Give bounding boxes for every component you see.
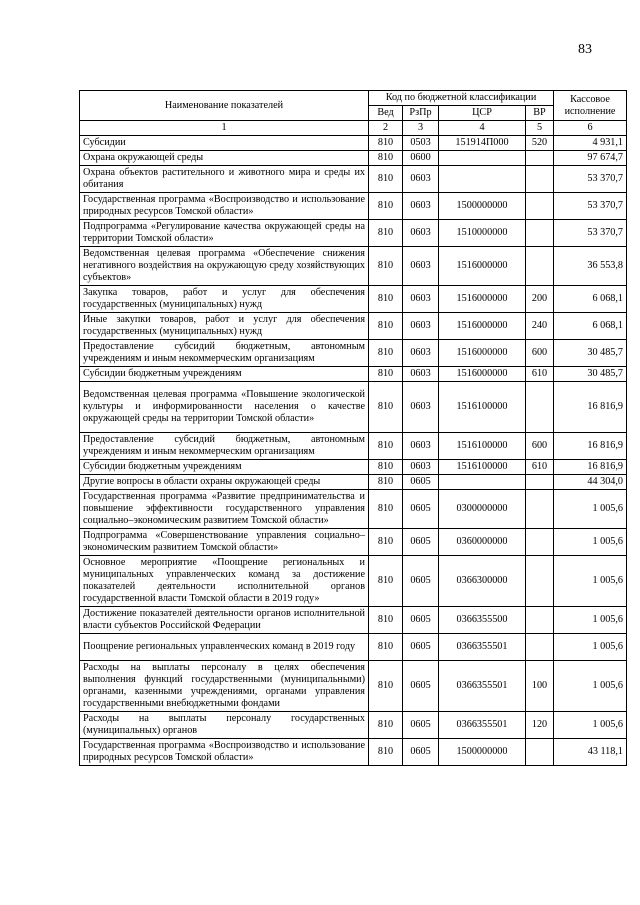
row-csr	[439, 475, 526, 490]
row-name: Государственная программа «Развитие предпринимательства и повышение эффективности государственного управления социально–экономическим развитием Томской области»	[80, 490, 369, 529]
row-name: Достижение показателей деятельности органов исполнительной власти субъектов Российской Федерации	[80, 607, 369, 634]
row-rzpr: 0605	[403, 490, 439, 529]
row-name: Расходы на выплаты персоналу в целях обеспечения выполнения функций государственными (муниципальными) органами, казенными учреждениями, органами управления государственными внебюджетными фондами	[80, 661, 369, 712]
row-csr: 1516100000	[439, 460, 526, 475]
row-rzpr: 0605	[403, 475, 439, 490]
row-ved: 810	[369, 382, 403, 433]
row-name: Охрана окружающей среды	[80, 151, 369, 166]
table-row	[80, 382, 627, 433]
table-row	[80, 193, 627, 220]
page-number: 83	[578, 42, 592, 57]
row-ved: 810	[369, 220, 403, 247]
row-name: Предоставление субсидий бюджетным, автономным учреждениям и иным некоммерческим организациям	[80, 433, 369, 460]
row-csr: 0366355500	[439, 607, 526, 634]
row-name: Расходы на выплаты персоналу государственных (муниципальных) органов	[80, 712, 369, 739]
row-rzpr: 0603	[403, 313, 439, 340]
row-amount: 36 553,8	[554, 247, 627, 286]
row-csr	[439, 166, 526, 193]
row-vr: 610	[526, 367, 554, 382]
row-vr	[526, 166, 554, 193]
row-ved: 810	[369, 313, 403, 340]
column-number: 6	[554, 121, 627, 136]
row-ved: 810	[369, 193, 403, 220]
row-amount: 53 370,7	[554, 166, 627, 193]
column-number: 2	[369, 121, 403, 136]
row-name: Основное мероприятие «Поощрение региональных и муниципальных управленческих команд за достижение показателей деятельности исполнительной органов государственной власти Томской области в 2019 году»	[80, 556, 369, 607]
table-row	[80, 460, 627, 475]
row-csr: 1516000000	[439, 313, 526, 340]
row-vr: 100	[526, 661, 554, 712]
row-amount: 30 485,7	[554, 340, 627, 367]
row-rzpr: 0605	[403, 529, 439, 556]
row-vr: 600	[526, 340, 554, 367]
row-rzpr: 0603	[403, 382, 439, 433]
row-csr: 1500000000	[439, 193, 526, 220]
row-csr: 1516000000	[439, 367, 526, 382]
row-csr	[439, 151, 526, 166]
row-rzpr: 0603	[403, 193, 439, 220]
row-rzpr: 0605	[403, 712, 439, 739]
header-rzpr: РзПр	[403, 106, 439, 121]
row-ved: 810	[369, 739, 403, 766]
row-name: Субсидии	[80, 136, 369, 151]
row-amount: 53 370,7	[554, 220, 627, 247]
row-rzpr: 0605	[403, 739, 439, 766]
table-row	[80, 136, 627, 151]
row-rzpr: 0603	[403, 220, 439, 247]
row-rzpr: 0605	[403, 607, 439, 634]
row-vr: 240	[526, 313, 554, 340]
row-name: Ведомственная целевая программа «Повышение экологической культуры и информированности населения о качестве окружающей среды на территории Томской области»	[80, 382, 369, 433]
row-csr: 1516000000	[439, 286, 526, 313]
row-csr: 0366300000	[439, 556, 526, 607]
row-vr	[526, 739, 554, 766]
header-name: Наименование показателей	[80, 91, 369, 121]
column-number: 1	[80, 121, 369, 136]
row-ved: 810	[369, 607, 403, 634]
row-ved: 810	[369, 340, 403, 367]
row-amount: 53 370,7	[554, 193, 627, 220]
row-ved: 810	[369, 529, 403, 556]
table-body	[80, 136, 627, 766]
table-row	[80, 529, 627, 556]
row-name: Государственная программа «Воспроизводство и использование природных ресурсов Томской области»	[80, 739, 369, 766]
row-ved: 810	[369, 490, 403, 529]
row-amount: 16 816,9	[554, 460, 627, 475]
table-row	[80, 220, 627, 247]
table-row	[80, 661, 627, 712]
row-ved: 810	[369, 286, 403, 313]
row-csr: 0300000000	[439, 490, 526, 529]
header-csr: ЦСР	[439, 106, 526, 121]
header-vr: ВР	[526, 106, 554, 121]
row-amount: 1 005,6	[554, 607, 627, 634]
row-rzpr: 0603	[403, 460, 439, 475]
column-number: 5	[526, 121, 554, 136]
row-vr: 120	[526, 712, 554, 739]
row-name: Подпрограмма «Регулирование качества окружающей среды на территории Томской области»	[80, 220, 369, 247]
row-vr	[526, 634, 554, 661]
row-csr: 0366355501	[439, 661, 526, 712]
row-amount: 1 005,6	[554, 490, 627, 529]
row-vr	[526, 529, 554, 556]
row-ved: 810	[369, 367, 403, 382]
table-row	[80, 475, 627, 490]
row-csr: 1516100000	[439, 382, 526, 433]
row-vr	[526, 382, 554, 433]
row-vr	[526, 193, 554, 220]
row-name: Ведомственная целевая программа «Обеспечение снижения негативного воздействия на окружающую среду хозяйствующих субъектов»	[80, 247, 369, 286]
table-row	[80, 367, 627, 382]
row-rzpr: 0603	[403, 247, 439, 286]
row-csr: 1510000000	[439, 220, 526, 247]
row-ved: 810	[369, 634, 403, 661]
row-amount: 30 485,7	[554, 367, 627, 382]
row-rzpr: 0600	[403, 151, 439, 166]
header-number-row	[80, 121, 627, 136]
row-name: Поощрение региональных управленческих команд в 2019 году	[80, 634, 369, 661]
row-amount: 16 816,9	[554, 433, 627, 460]
table-row	[80, 556, 627, 607]
table-row	[80, 313, 627, 340]
row-name: Другие вопросы в области охраны окружающей среды	[80, 475, 369, 490]
row-amount: 1 005,6	[554, 661, 627, 712]
row-rzpr: 0605	[403, 556, 439, 607]
row-vr: 520	[526, 136, 554, 151]
row-name: Предоставление субсидий бюджетным, автономным учреждениям и иным некоммерческим организациям	[80, 340, 369, 367]
header-amount: Кассовое исполнение	[554, 91, 627, 121]
row-amount: 1 005,6	[554, 634, 627, 661]
table-row	[80, 712, 627, 739]
table-row	[80, 151, 627, 166]
row-vr	[526, 490, 554, 529]
header-ved: Вед	[369, 106, 403, 121]
row-ved: 810	[369, 556, 403, 607]
table-row	[80, 286, 627, 313]
row-ved: 810	[369, 151, 403, 166]
row-amount: 1 005,6	[554, 529, 627, 556]
row-vr: 600	[526, 433, 554, 460]
row-name: Подпрограмма «Совершенствование управления социально–экономическим развитием Томской области»	[80, 529, 369, 556]
row-csr: 1516000000	[439, 247, 526, 286]
row-name: Субсидии бюджетным учреждениям	[80, 460, 369, 475]
row-vr	[526, 247, 554, 286]
row-ved: 810	[369, 712, 403, 739]
table-row	[80, 739, 627, 766]
row-name: Субсидии бюджетным учреждениям	[80, 367, 369, 382]
row-csr: 1516000000	[439, 340, 526, 367]
row-ved: 810	[369, 166, 403, 193]
row-amount: 1 005,6	[554, 556, 627, 607]
row-rzpr: 0603	[403, 367, 439, 382]
table-row	[80, 247, 627, 286]
row-ved: 810	[369, 433, 403, 460]
row-ved: 810	[369, 475, 403, 490]
row-amount: 4 931,1	[554, 136, 627, 151]
table-row	[80, 340, 627, 367]
row-name: Государственная программа «Воспроизводство и использование природных ресурсов Томской области»	[80, 193, 369, 220]
row-amount: 6 068,1	[554, 313, 627, 340]
table-row	[80, 607, 627, 634]
row-name: Закупка товаров, работ и услуг для обеспечения государственных (муниципальных) нужд	[80, 286, 369, 313]
column-number: 3	[403, 121, 439, 136]
header-code-group: Код по бюджетной классификации	[369, 91, 554, 106]
row-vr	[526, 607, 554, 634]
row-csr: 0366355501	[439, 634, 526, 661]
table-row	[80, 634, 627, 661]
row-amount: 16 816,9	[554, 382, 627, 433]
row-vr	[526, 475, 554, 490]
row-csr: 1516100000	[439, 433, 526, 460]
table-row	[80, 166, 627, 193]
budget-table	[79, 90, 627, 766]
row-ved: 810	[369, 136, 403, 151]
row-vr	[526, 220, 554, 247]
table-row	[80, 433, 627, 460]
table-row	[80, 490, 627, 529]
row-amount: 97 674,7	[554, 151, 627, 166]
row-csr: 151914П000	[439, 136, 526, 151]
row-amount: 6 068,1	[554, 286, 627, 313]
row-vr	[526, 151, 554, 166]
row-name: Охрана объектов растительного и животного мира и среды их обитания	[80, 166, 369, 193]
row-amount: 43 118,1	[554, 739, 627, 766]
row-rzpr: 0603	[403, 166, 439, 193]
row-amount: 44 304,0	[554, 475, 627, 490]
row-rzpr: 0603	[403, 340, 439, 367]
column-number: 4	[439, 121, 526, 136]
row-vr: 200	[526, 286, 554, 313]
row-csr: 1500000000	[439, 739, 526, 766]
row-amount: 1 005,6	[554, 712, 627, 739]
row-vr: 610	[526, 460, 554, 475]
row-ved: 810	[369, 661, 403, 712]
row-vr	[526, 556, 554, 607]
row-name: Иные закупки товаров, работ и услуг для обеспечения государственных (муниципальных) нужд	[80, 313, 369, 340]
row-rzpr: 0603	[403, 286, 439, 313]
row-ved: 810	[369, 460, 403, 475]
row-rzpr: 0605	[403, 661, 439, 712]
row-rzpr: 0603	[403, 433, 439, 460]
row-rzpr: 0503	[403, 136, 439, 151]
row-ved: 810	[369, 247, 403, 286]
row-csr: 0360000000	[439, 529, 526, 556]
header-row	[80, 91, 627, 106]
row-rzpr: 0605	[403, 634, 439, 661]
row-csr: 0366355501	[439, 712, 526, 739]
